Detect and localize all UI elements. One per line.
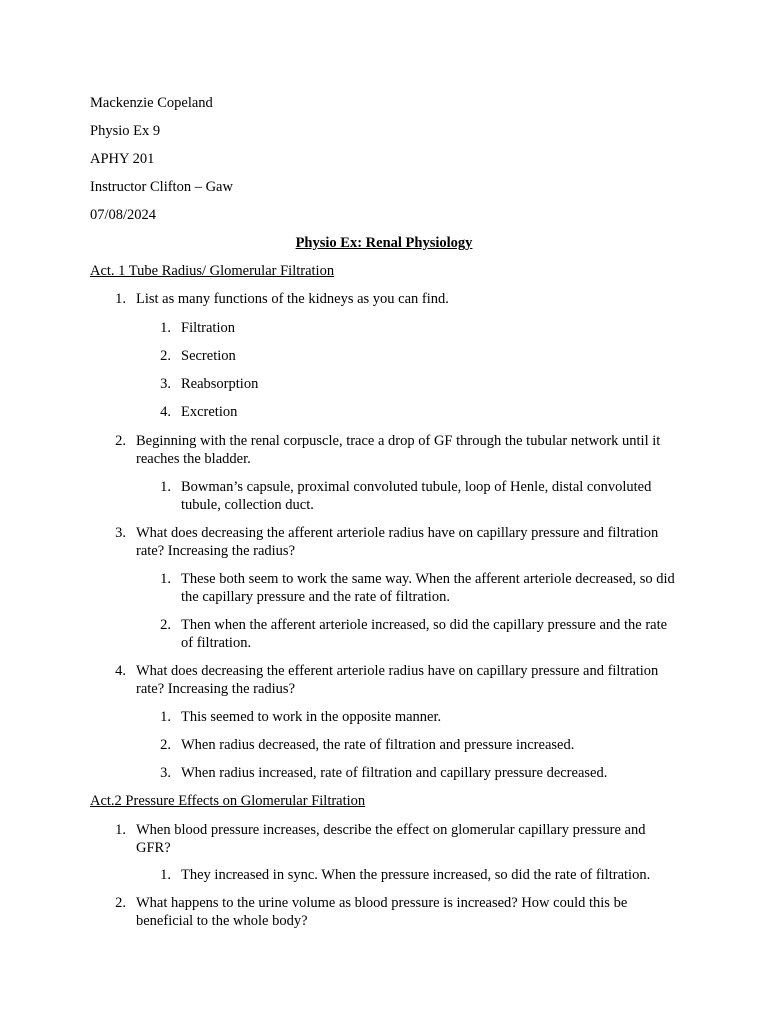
answer-text: Bowman’s capsule, proximal convoluted tubule, loop of Henle, distal convoluted tubule, collection duct. xyxy=(181,479,652,513)
question-text: What does decreasing the efferent arteriole radius have on capillary pressure and filtration rate? Increasing the radius? xyxy=(136,663,659,697)
answer-number: 4. xyxy=(160,404,171,420)
answer-number: 2. xyxy=(160,737,171,753)
answer-number: 2. xyxy=(160,348,171,364)
answer-text: These both seem to work the same way. When the afferent arteriole decreased, so did the capillary pressure and the rate of filtration. xyxy=(181,571,675,605)
question-number: 2. xyxy=(115,433,126,449)
question-number: 4. xyxy=(115,663,126,679)
document-date: 07/08/2024 xyxy=(90,207,157,223)
question-number: 1. xyxy=(115,291,126,307)
question-number: 2. xyxy=(115,895,126,911)
answer-number: 1. xyxy=(160,479,171,495)
question-text: What does decreasing the afferent arteriole radius have on capillary pressure and filtration rate? Increasing the radius? xyxy=(136,525,659,559)
question-text: Beginning with the renal corpuscle, trace a drop of GF through the tubular network until it reaches the bladder. xyxy=(136,433,661,467)
section-heading: Act. 1 Tube Radius/ Glomerular Filtration xyxy=(90,263,335,279)
answer-text: When radius increased, rate of filtration and capillary pressure decreased. xyxy=(181,765,608,781)
answer-text: They increased in sync. When the pressure increased, so did the rate of filtration. xyxy=(181,867,651,883)
assignment-name: Physio Ex 9 xyxy=(90,123,161,139)
answer-text: Filtration xyxy=(181,320,235,336)
question-text: When blood pressure increases, describe the effect on glomerular capillary pressure and GFR? xyxy=(136,822,646,856)
answer-number: 1. xyxy=(160,867,171,883)
answer-text: Secretion xyxy=(181,348,236,364)
answer-text: Excretion xyxy=(181,404,238,420)
answer-text: This seemed to work in the opposite manner. xyxy=(181,709,442,725)
answer-number: 3. xyxy=(160,765,171,781)
question-number: 1. xyxy=(115,822,126,838)
answer-text: Then when the afferent arteriole increased, so did the capillary pressure and the rate of filtration. xyxy=(181,617,668,651)
document-title: Physio Ex: Renal Physiology xyxy=(295,235,473,251)
question-text: List as many functions of the kidneys as you can find. xyxy=(136,291,449,307)
student-name: Mackenzie Copeland xyxy=(90,95,213,111)
answer-number: 1. xyxy=(160,571,171,587)
instructor-name: Instructor Clifton – Gaw xyxy=(90,179,233,195)
answer-number: 3. xyxy=(160,376,171,392)
answer-number: 1. xyxy=(160,709,171,725)
section-heading: Act.2 Pressure Effects on Glomerular Filtration xyxy=(90,793,366,809)
answer-text: When radius decreased, the rate of filtration and pressure increased. xyxy=(181,737,575,753)
course-code: APHY 201 xyxy=(90,151,155,167)
answer-number: 2. xyxy=(160,617,171,633)
answer-text: Reabsorption xyxy=(181,376,259,392)
answer-number: 1. xyxy=(160,320,171,336)
question-number: 3. xyxy=(115,525,126,541)
question-text: What happens to the urine volume as blood pressure is increased? How could this be beneficial to the whole body? xyxy=(136,895,628,929)
